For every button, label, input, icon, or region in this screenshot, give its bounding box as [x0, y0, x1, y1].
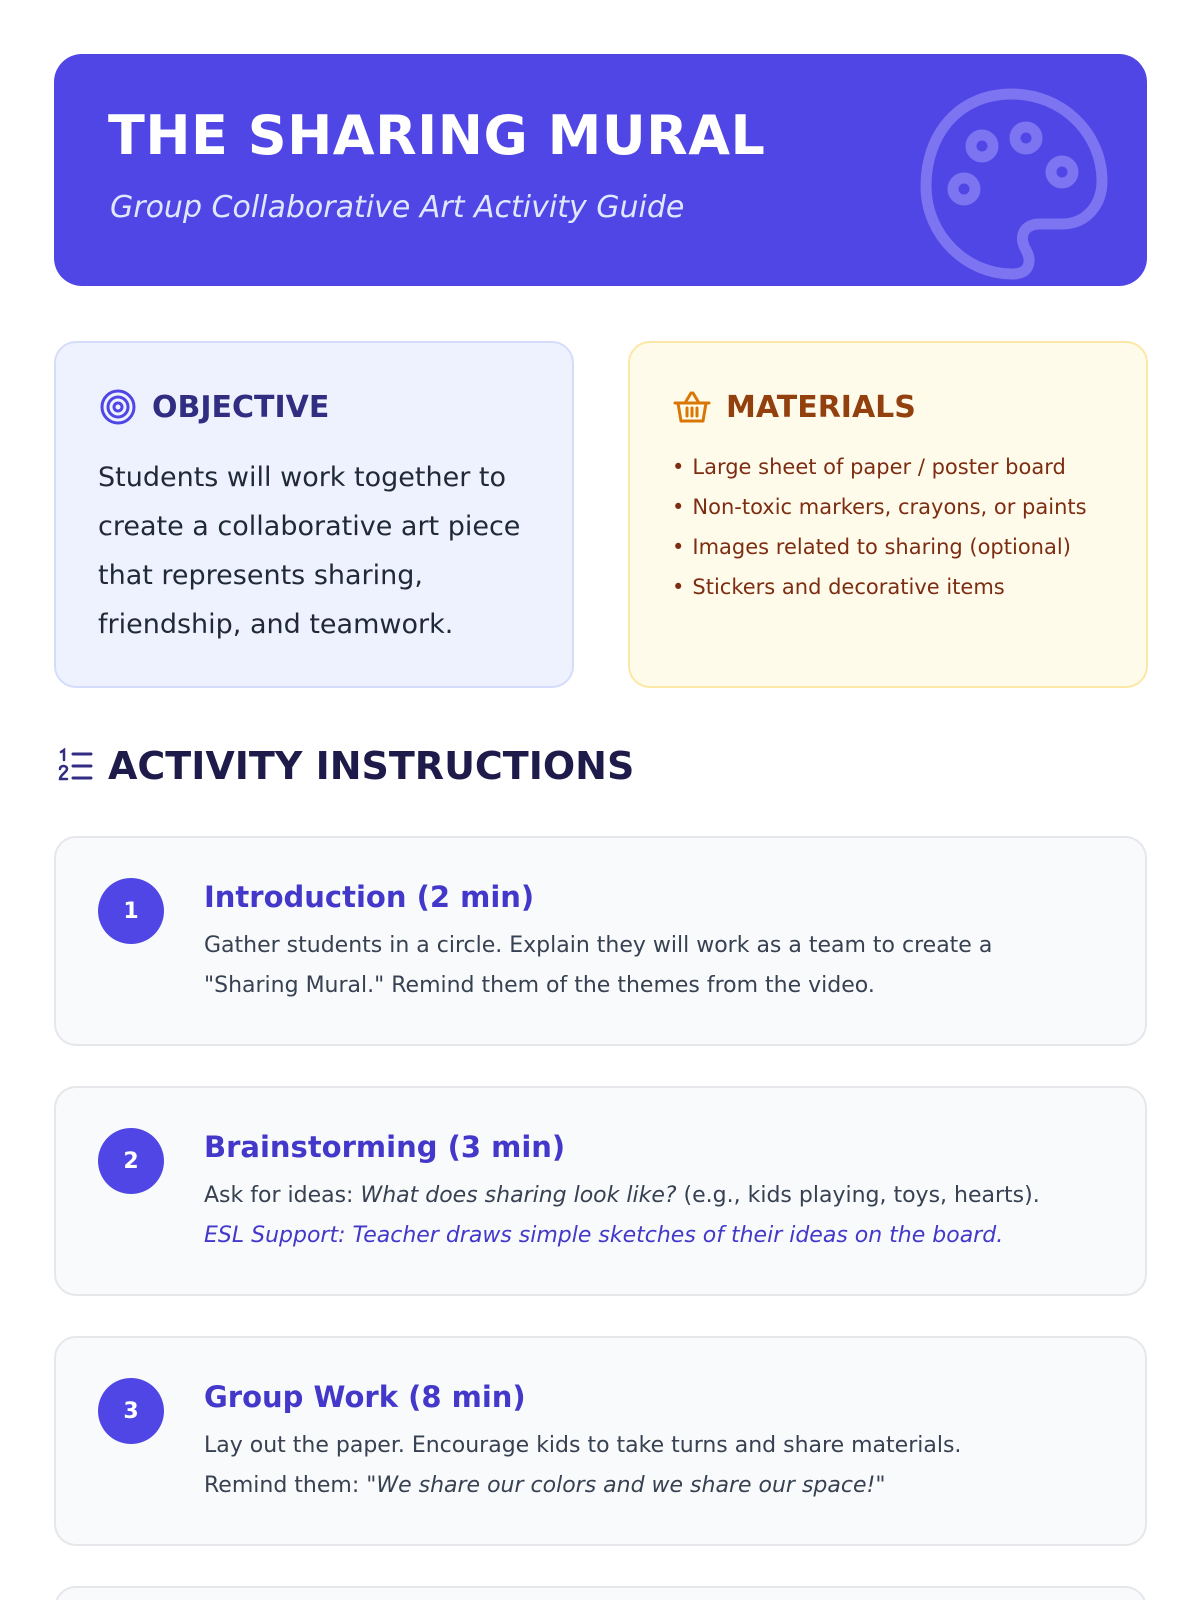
- header-banner: [54, 54, 1147, 286]
- step-text-line: [204, 1466, 961, 1506]
- objective-card: [54, 341, 574, 688]
- step-card-1: [54, 836, 1147, 1046]
- step-text-line: [204, 1176, 1040, 1216]
- step-text-line: Gather students in a circle. Explain they will work as a team to create a: [204, 933, 993, 958]
- step-text: Ask for ideas:: [204, 1183, 361, 1208]
- reminder-quote: "We share our colors and we share our space!": [366, 1473, 886, 1498]
- step-number-badge: 2: [98, 1128, 164, 1194]
- step-text-line: Lay out the paper. Encourage kids to take turns and share materials.: [204, 1433, 962, 1458]
- basket-icon: [672, 387, 712, 427]
- page-subtitle: Group Collaborative Art Activity Guide: [110, 190, 685, 225]
- materials-item: • Stickers and decorative items: [672, 567, 1087, 607]
- step-card-3: [54, 1336, 1147, 1546]
- step-title: Group Work (8 min): [204, 1380, 526, 1414]
- materials-title: MATERIALS: [726, 389, 916, 425]
- materials-item: • Large sheet of paper / poster board: [672, 447, 1087, 487]
- materials-list: [672, 447, 1087, 607]
- step-card-4: [54, 1586, 1147, 1600]
- objective-header: [98, 387, 329, 427]
- objective-text: Students will work together to create a collaborative art piece that represents sharing, friendship, and teamwork.: [98, 462, 521, 640]
- step-text-line: "Sharing Mural." Remind them of the themes from the video.: [204, 973, 875, 998]
- page-title: THE SHARING MURAL: [108, 104, 766, 167]
- step-title: Introduction (2 min): [204, 880, 535, 914]
- step-title: Brainstorming (3 min): [204, 1130, 566, 1164]
- step-number-badge: 1: [98, 878, 164, 944]
- step-text: (e.g., kids playing, toys, hearts).: [676, 1183, 1040, 1208]
- guiding-question: What does sharing look like?: [360, 1183, 677, 1208]
- target-icon: [98, 387, 138, 427]
- step-card-2: [54, 1086, 1147, 1296]
- palette-icon: [912, 86, 1112, 286]
- materials-header: [672, 387, 916, 427]
- step-description: [204, 1176, 1040, 1256]
- step-text: Remind them:: [204, 1473, 367, 1498]
- objective-title: OBJECTIVE: [152, 389, 330, 425]
- materials-item: • Non-toxic markers, crayons, or paints: [672, 487, 1087, 527]
- instructions-header: [56, 744, 634, 788]
- step-number-badge: 3: [98, 1378, 164, 1444]
- step-description: [204, 926, 992, 1006]
- step-description: [204, 1426, 961, 1506]
- esl-support-note: ESL Support: Teacher draws simple sketches of their ideas on the board.: [204, 1223, 1004, 1248]
- materials-item: • Images related to sharing (optional): [672, 527, 1087, 567]
- instructions-title: ACTIVITY INSTRUCTIONS: [108, 744, 635, 788]
- materials-card: [628, 341, 1148, 688]
- numbered-list-icon: [56, 747, 94, 785]
